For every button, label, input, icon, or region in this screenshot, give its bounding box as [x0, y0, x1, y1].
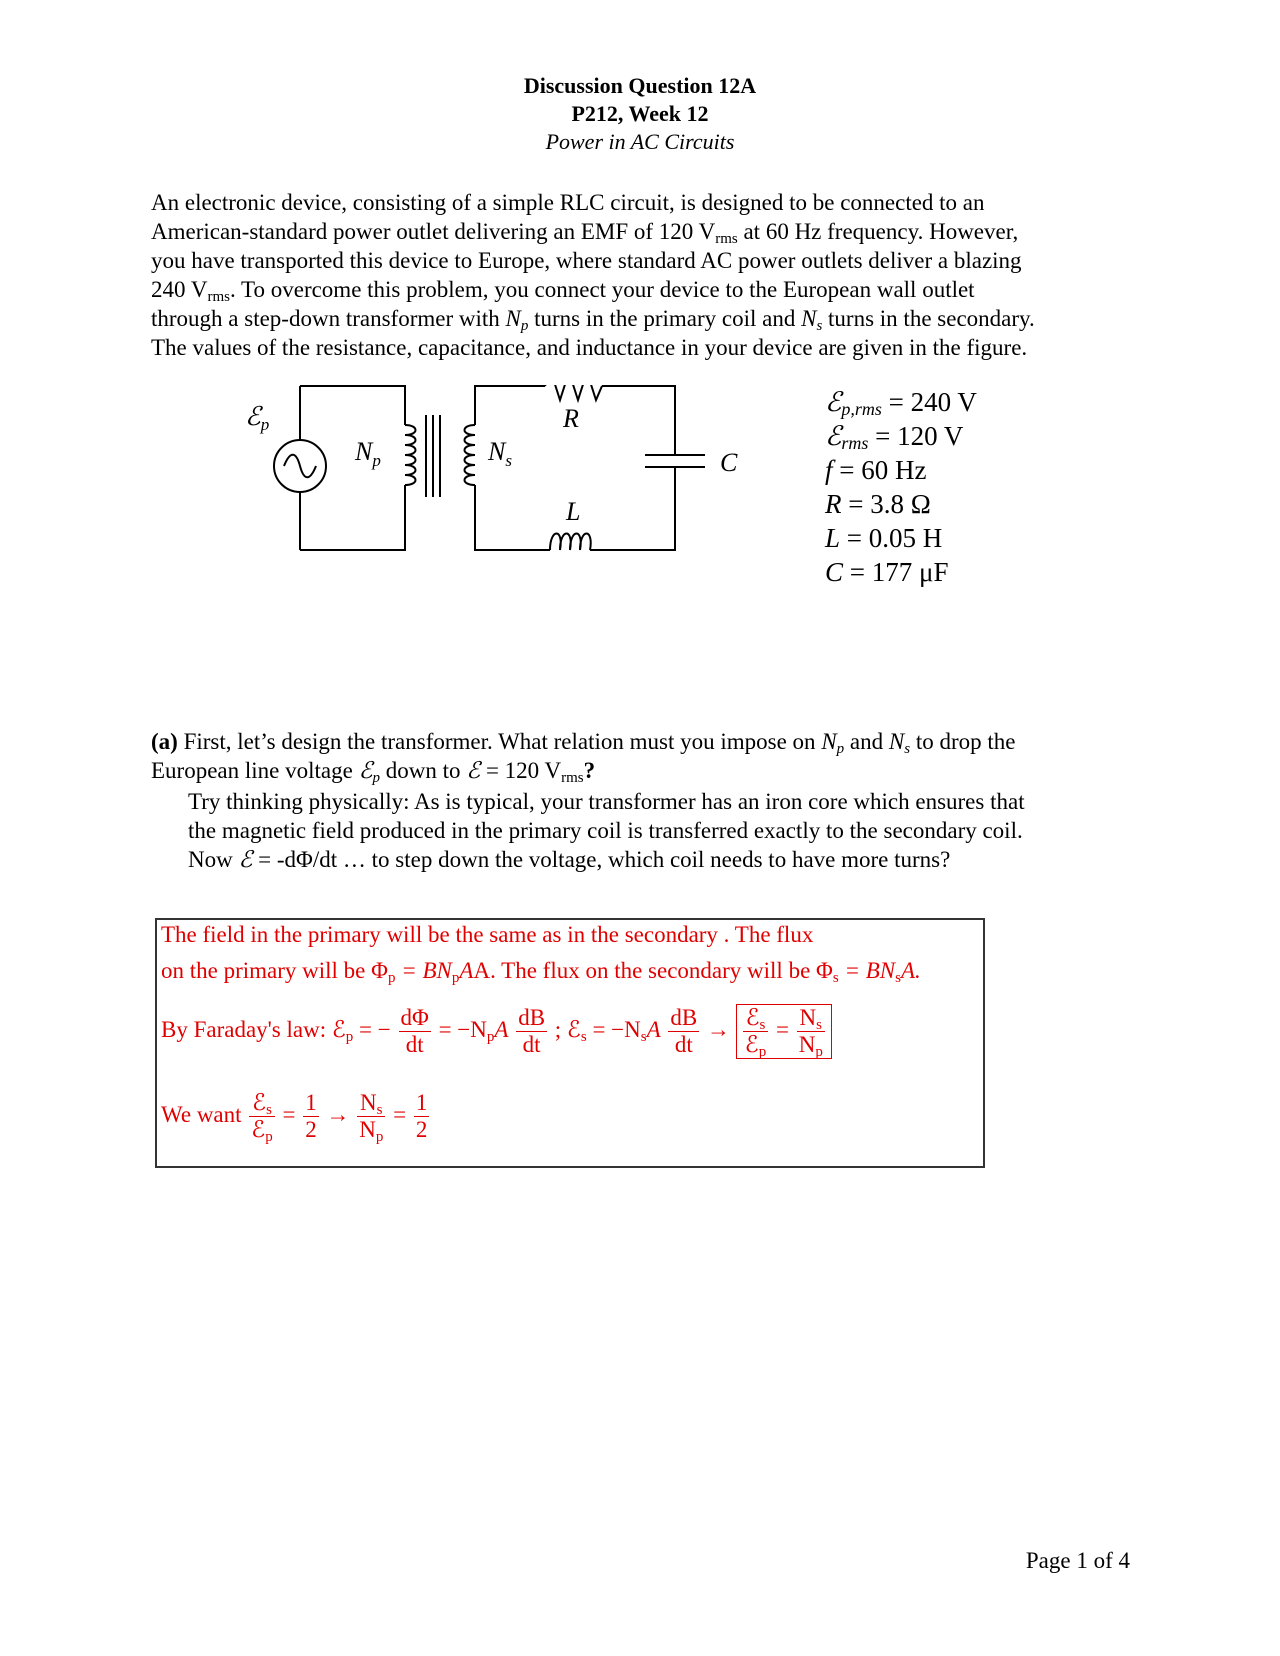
page-number: Page 1 of 4 — [1025, 1548, 1130, 1573]
intro-line: 240 $V_{rms}$. To overcome this problem, you connect your device to the European wall outlet — [151, 277, 975, 305]
intro-line: The values of the resistance, capacitance, and inductance in your device are given in the figure. — [151, 335, 1028, 360]
answer-box — [155, 918, 985, 1168]
page-title: Discussion Question 12A — [523, 73, 757, 98]
circuit-diagram — [230, 385, 770, 585]
intro-line: you have transported this device to Europe, where standard AC power outlets deliver a blazing — [151, 248, 1022, 273]
part-a-label: (a) — [151, 729, 178, 754]
parameter-list — [825, 385, 977, 589]
primary-bottom-wire — [300, 485, 405, 550]
inductor-label: L — [566, 497, 581, 526]
course-label: P212, Week 12 — [571, 101, 709, 126]
resistor-label: R — [563, 404, 579, 433]
faraday-equation: By Faraday's law: ℰ$_p$ = − $\frac{d\Phi}{dt}$ = $-N_pA$ $\frac{dB}{dt}$ ; ℰ$_s$ = $-N_sA$ $\frac{dB}{dt}$ → $\frac{ℰ_s}{ℰ_p}$ = $\frac{N_s}{N_p}$ — [161, 1004, 832, 1059]
param-resistance: R = 3.8 Ω — [825, 489, 931, 519]
primary-coil — [405, 425, 416, 485]
intro-paragraph — [151, 188, 1131, 362]
resistor-symbol — [545, 385, 602, 400]
want-equation: We want $\frac{ℰ_s}{ℰ_p}$ = $\frac{1}{2}$ → $\frac{N_s}{N_p}$ = $\frac{1}{2}$ — [161, 1090, 428, 1145]
source-label: ℰp — [245, 402, 270, 434]
part-a-question: (a) First, let’s design the transformer. What relation must you impose on $N_p$ and $N_s$ to drop the European line voltage ℰ$_p$ down to ℰ = 120 $V_{rms}$? — [151, 729, 1016, 786]
answer-line: The field in the primary will be the same as in the secondary . The flux — [161, 922, 814, 947]
part-a-hint: Try thinking physically: As is typical, your transformer has an iron core which ensures that the magnetic field produced in the primary coil is transferred exactly to the secondary coil. Now ℰ = -dΦ/dt … to step down the voltage, which coil needs to have more turns? — [188, 789, 1025, 872]
ac-wave-icon — [284, 455, 316, 478]
secondary-bottom-left-wire — [475, 485, 550, 550]
param-ep-rms: ℰ$_{p,rms}$ = 240 V — [825, 387, 977, 419]
answer-line: on the primary will be $\Phi_p = BN_pAA$. The flux on the secondary will be $\Phi_s = BN_sA$. — [161, 958, 921, 986]
result-box: $\frac{ℰ_s}{ℰ_p}$ = $\frac{N_s}{N_p}$ — [736, 1004, 832, 1059]
param-inductance: L = 0.05 H — [825, 523, 943, 553]
param-e-rms: ℰ$_{rms}$ = 120 V — [825, 421, 964, 453]
secondary-top-right-wire — [602, 386, 675, 455]
param-capacitance: C = 177 μF — [825, 557, 949, 587]
intro-line: through a step-down transformer with $N_p$ turns in the primary coil and $N_s$ turns in the secondary. — [151, 306, 1035, 334]
header — [0, 72, 1280, 156]
secondary-coil — [465, 425, 476, 485]
capacitor-label: C — [720, 448, 738, 477]
param-frequency: f = 60 Hz — [825, 455, 927, 485]
secondary-bottom-right-wire — [602, 467, 675, 550]
ns-label: $N_s$ — [488, 437, 512, 470]
secondary-top-left-wire — [475, 386, 545, 425]
intro-line: An electronic device, consisting of a simple RLC circuit, is designed to be connected to an — [151, 190, 985, 215]
np-label: $N_p$ — [355, 437, 381, 470]
inductor-symbol — [550, 534, 591, 551]
intro-line: American-standard power outlet delivering an EMF of 120 $V_{rms}$ at 60 Hz frequency. However, — [151, 219, 1019, 247]
primary-top-wire — [300, 386, 405, 425]
topic-label: Power in AC Circuits — [545, 129, 735, 154]
